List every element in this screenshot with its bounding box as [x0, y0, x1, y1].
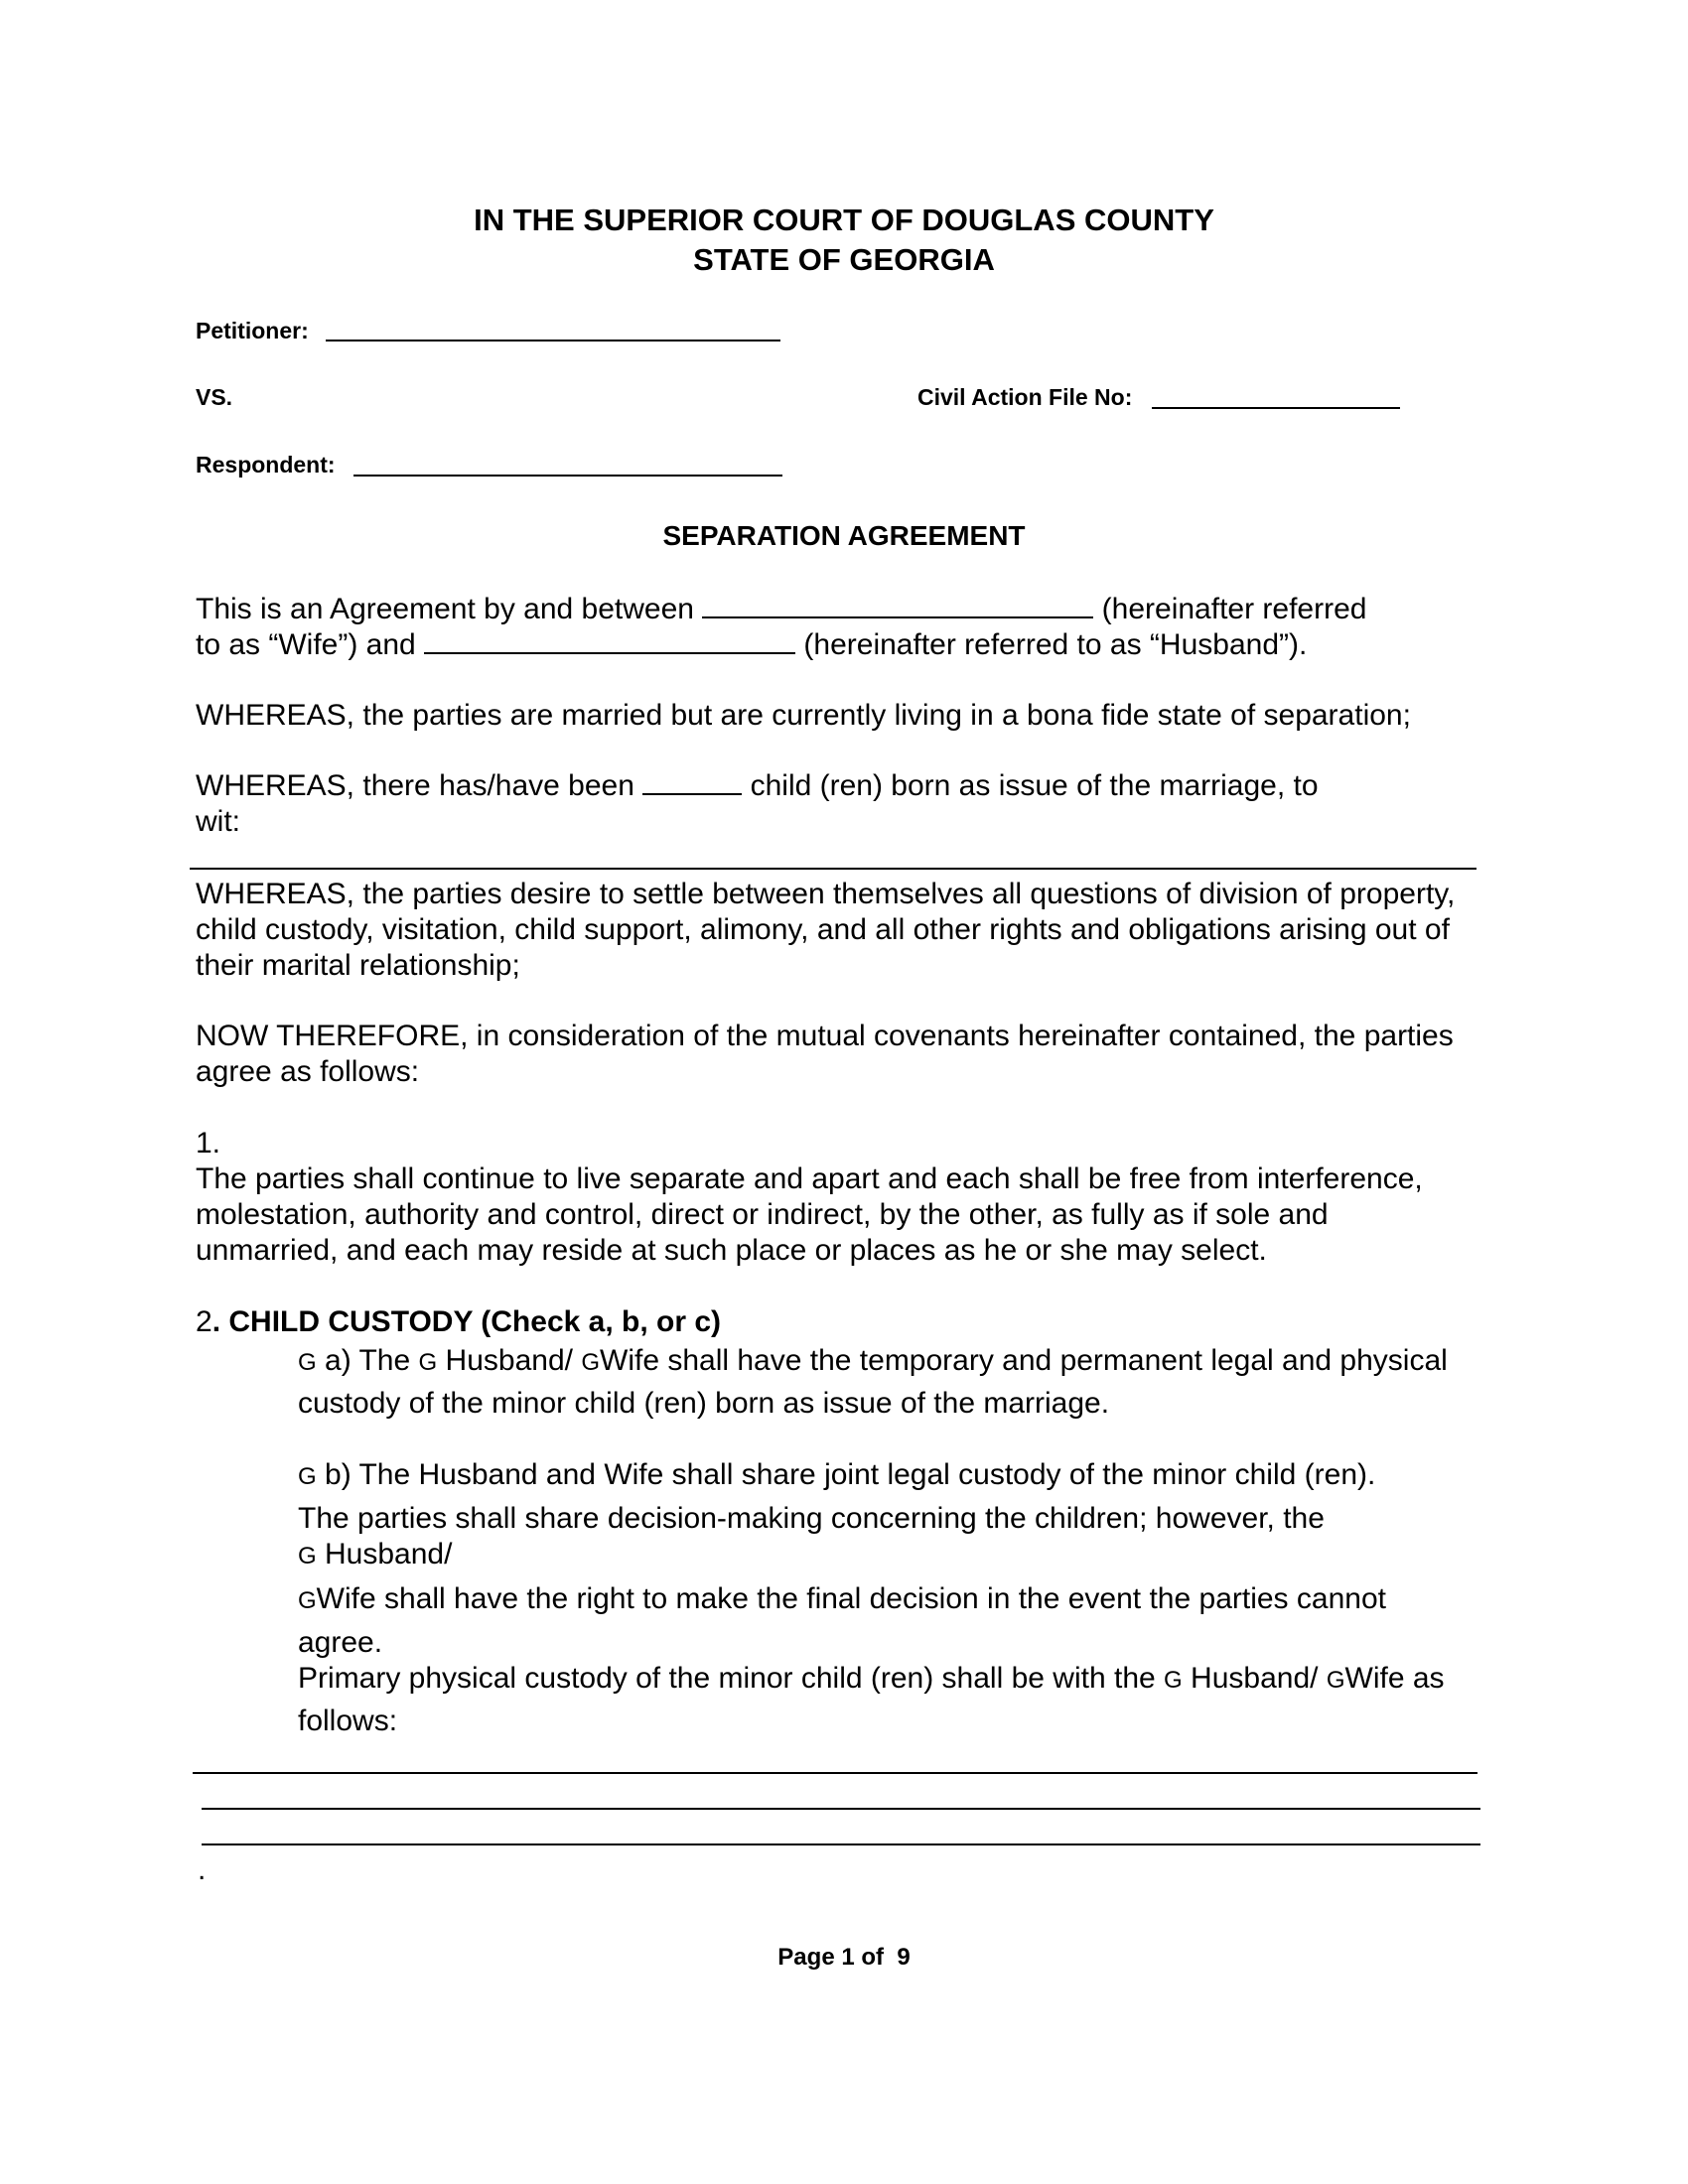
section-1-line-2: molestation, authority and control, direct or indirect, by the other, as fully as if sole and — [196, 1198, 1329, 1231]
whereas-settle-2: child custody, visitation, child support, alimony, and all other rights and obligations arising out of — [196, 913, 1450, 946]
whereas-settle-1: WHEREAS, the parties desire to settle between themselves all questions of division of property, — [196, 878, 1456, 910]
option-a-wife: Wife shall have the temporary and permanent legal and physical — [600, 1344, 1448, 1377]
custody-blank-1[interactable] — [193, 1772, 1477, 1774]
section-2-number: 2 — [196, 1305, 212, 1338]
option-b-line-3 — [298, 1537, 452, 1574]
intro-text-c: to as “Wife”) and — [196, 628, 416, 661]
intro-line-2 — [196, 627, 1307, 663]
vs-label: VS. — [196, 384, 233, 410]
whereas-separation: WHEREAS, the parties are married but are currently living in a bona fide state of separation; — [196, 699, 1411, 732]
now-therefore-1: NOW THEREFORE, in consideration of the mutual covenants hereinafter contained, the parties — [196, 1020, 1454, 1052]
option-a-checkbox[interactable]: G — [298, 1349, 317, 1376]
section-2-heading — [196, 1304, 721, 1340]
primary-wife-checkbox[interactable]: G — [1326, 1667, 1345, 1694]
intro-line-1 — [196, 592, 1366, 627]
husband-name-blank[interactable] — [424, 628, 795, 654]
option-b-wife-checkbox[interactable]: G — [298, 1587, 317, 1614]
petitioner-label: Petitioner: — [196, 318, 309, 343]
court-title: IN THE SUPERIOR COURT OF DOUGLAS COUNTY — [474, 203, 1214, 237]
whereas-settle-3: their marital relationship; — [196, 949, 520, 982]
option-b-line-1 — [298, 1457, 1375, 1495]
whereas-children-b: child (ren) born as issue of the marriage, to — [750, 769, 1319, 802]
option-b-checkbox[interactable]: G — [298, 1463, 317, 1490]
child-custody-heading: . CHILD CUSTODY (Check a, b, or c) — [211, 1305, 722, 1338]
whereas-children-a: WHEREAS, there has/have been — [196, 769, 634, 802]
option-a-line-1 — [298, 1343, 1448, 1381]
primary-husband: Husband/ — [1191, 1662, 1319, 1695]
whereas-wit: wit: — [196, 805, 240, 838]
option-b-text: b) The Husband and Wife shall share joint legal custody of the minor child (ren). — [325, 1458, 1376, 1491]
now-therefore-2: agree as follows: — [196, 1055, 420, 1088]
respondent-blank[interactable] — [353, 475, 782, 477]
option-a-wife-checkbox[interactable]: G — [581, 1349, 600, 1376]
page-number: Page 1 of 9 — [777, 1944, 911, 1971]
option-b-husband: Husband/ — [325, 1538, 453, 1570]
section-1-line-3: unmarried, and each may reside at such place or places as he or she may select. — [196, 1234, 1267, 1267]
option-a-line-2: custody of the minor child (ren) born as issue of the marriage. — [298, 1387, 1110, 1420]
intro-text-b: (hereinafter referred — [1101, 593, 1367, 625]
section-1-number: 1. — [196, 1127, 221, 1160]
custody-blank-2[interactable] — [202, 1808, 1480, 1810]
option-b-line-2: The parties shall share decision-making concerning the children; however, the — [298, 1502, 1325, 1535]
whereas-children — [196, 768, 1319, 804]
civil-action-label: Civil Action File No: — [917, 384, 1133, 410]
option-a-husband: Husband/ — [445, 1344, 573, 1377]
custody-blank-3[interactable] — [202, 1843, 1480, 1845]
option-b-husband-checkbox[interactable]: G — [298, 1543, 317, 1570]
intro-text-a: This is an Agreement by and between — [196, 593, 694, 625]
trailing-dot: . — [198, 1853, 207, 1886]
primary-husband-checkbox[interactable]: G — [1164, 1667, 1183, 1694]
section-1-line-1: The parties shall continue to live separate and apart and each shall be free from interference, — [196, 1162, 1423, 1195]
primary-custody-text: Primary physical custody of the minor child (ren) shall be with the — [298, 1662, 1156, 1695]
option-a-husband-checkbox[interactable]: G — [418, 1349, 438, 1376]
option-b-line-4 — [298, 1581, 1386, 1619]
intro-text-d: (hereinafter referred to as “Husband”). — [803, 628, 1308, 661]
agreement-title: SEPARATION AGREEMENT — [662, 520, 1026, 551]
primary-follows: follows: — [298, 1705, 398, 1737]
children-names-blank[interactable] — [190, 868, 1477, 870]
respondent-label: Respondent: — [196, 452, 336, 478]
petitioner-blank[interactable] — [326, 340, 780, 341]
wife-name-blank[interactable] — [702, 593, 1093, 618]
primary-custody-line — [298, 1661, 1445, 1699]
children-count-blank[interactable] — [642, 769, 742, 795]
state-title: STATE OF GEORGIA — [693, 242, 995, 277]
civil-action-blank[interactable] — [1152, 407, 1400, 409]
option-a-prefix: a) The — [325, 1344, 411, 1377]
option-b-wife: Wife shall have the right to make the final decision in the event the parties cannot — [316, 1582, 1386, 1615]
primary-wife: Wife as — [1344, 1662, 1445, 1695]
option-b-agree: agree. — [298, 1626, 383, 1659]
